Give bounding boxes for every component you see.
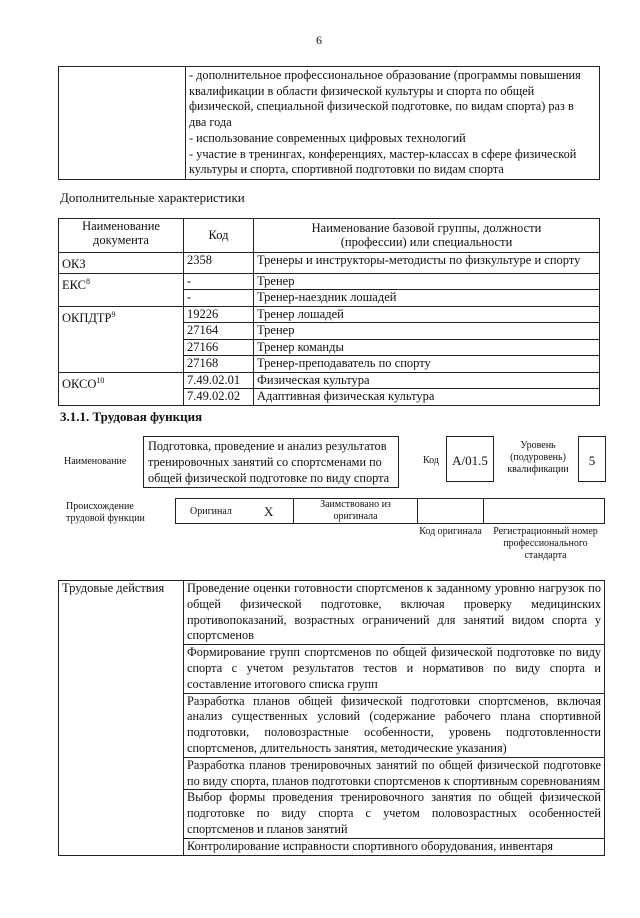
- education-line: физической, специальной физической подготовке, по видам спорта) раз в: [189, 99, 574, 114]
- doc-cell: [59, 253, 184, 274]
- qualification-level: 5: [578, 436, 606, 482]
- labor-actions-table: [58, 580, 605, 856]
- action-item: Формирование групп спортсменов по общей физической подготовке по виду спорта с учетом результатов тестов и нормативов по виду спорта и составление итогового списка групп: [184, 645, 605, 693]
- characteristics-table: [58, 218, 600, 406]
- doc-cell: [59, 273, 184, 306]
- doc-cell: [59, 306, 184, 372]
- name-cell: Тренер-преподаватель по спорту: [254, 356, 600, 373]
- additional-title: Дополнительные характеристики: [60, 190, 245, 205]
- education-table: [58, 66, 600, 180]
- name-cell: Тренер-наездник лошадей: [254, 290, 600, 307]
- footnote: 9: [111, 309, 116, 319]
- education-line: - участие в тренингах, конференциях, мастер-классах в сфере физической: [189, 146, 577, 161]
- function-name: Подготовка, проведение и анализ результатов тренировочных занятий со спортсменами по общей физической подготовке по виду спорта: [143, 436, 399, 488]
- code-label: Код: [423, 455, 439, 466]
- name-cell: Тренер команды: [254, 339, 600, 356]
- level-label: Уровень (подуровень) квалификации: [507, 440, 569, 475]
- original-code-field: [417, 498, 484, 524]
- doc-name: ОКЗ: [62, 257, 86, 272]
- code-cell: 7.49.02.02: [184, 389, 254, 406]
- code-cell: 27164: [184, 323, 254, 340]
- doc-name: ОКПДТР: [62, 310, 112, 325]
- footnote: 8: [86, 276, 90, 286]
- name-cell: Адаптивная физическая культура: [254, 389, 600, 406]
- doc-cell: [59, 372, 184, 405]
- name-cell: Тренер: [254, 273, 600, 290]
- table-row: [59, 306, 600, 323]
- action-item: Разработка планов общей физической подготовки спортсменов, включая анализ существенных условий (содержание рабочего плана спортивной подготовки, половозрастные особенности, уровень подготовленности спортсменов, длительность занятия, методические указания): [184, 693, 605, 757]
- code-cell: 19226: [184, 306, 254, 323]
- doc-name: ЕКС: [62, 277, 86, 292]
- name-cell: Тренер лошадей: [254, 306, 600, 323]
- reg-num-label: Регистрационный номер профессионального стандарта: [493, 526, 598, 561]
- education-line: культуры и спорта, спортивной подготовки по видам спорта: [189, 162, 504, 177]
- original-label: Оригинал: [190, 506, 232, 517]
- header-doc: Наименование документа: [59, 219, 184, 253]
- borrowed-label: Заимствовано из оригинала: [293, 498, 418, 524]
- education-text: [186, 67, 600, 180]
- table-row: [59, 273, 600, 290]
- name-cell: Физическая культура: [254, 372, 600, 389]
- doc-name: ОКСО: [62, 376, 97, 391]
- orig-code-label: Код оригинала: [419, 526, 482, 537]
- original-mark: X: [264, 504, 274, 519]
- page-number: 6: [316, 33, 322, 47]
- function-heading: 3.1.1. Трудовая функция: [60, 409, 203, 424]
- origin-label: Происхождение трудовой функции: [66, 501, 145, 524]
- name-label: Наименование: [64, 456, 127, 467]
- action-item: Контролирование исправности спортивного оборудования, инвентаря: [184, 838, 605, 855]
- action-item: Разработка планов тренировочных занятий по общей физической подготовке по виду спорта, планов подготовки спортсменов к спортивным соревнованиям: [184, 757, 605, 790]
- empty-cell: [59, 67, 186, 180]
- action-item: Проведение оценки готовности спортсменов к заданному уровню нагрузок по общей физической подготовке, включая проверку медицинских противопоказаний, возрастных ограничений для занятий видом спорта у спортсменов: [184, 581, 605, 645]
- name-cell: Тренер: [254, 323, 600, 340]
- table-row: [59, 581, 605, 645]
- table-row: [59, 372, 600, 389]
- education-line: - использование современных цифровых технологий: [189, 130, 466, 145]
- footnote: 10: [96, 375, 105, 385]
- code-cell: -: [184, 273, 254, 290]
- code-cell: -: [184, 290, 254, 307]
- table-row: [59, 253, 600, 274]
- header-code: Код: [184, 219, 254, 253]
- education-line: - дополнительное профессиональное образование (программы повышения: [189, 68, 581, 82]
- education-line: два года: [189, 115, 232, 130]
- code-cell: 27168: [184, 356, 254, 373]
- code-cell: 2358: [184, 253, 254, 274]
- name-cell: Тренеры и инструкторы-методисты по физкультуре и спорту: [254, 253, 600, 274]
- actions-label: Трудовые действия: [59, 581, 184, 856]
- education-line: квалификации в области физической культуры и спорта по общей: [189, 83, 535, 98]
- code-cell: 27166: [184, 339, 254, 356]
- header-name: Наименование базовой группы, должности (профессии) или специальности: [254, 219, 600, 253]
- reg-number-field: [483, 498, 605, 524]
- action-item: Выбор формы проведения тренировочного занятия по общей физической подготовке по виду спорта с учетом половозрастных особенностей спортсменов и планов занятий: [184, 790, 605, 838]
- code-cell: 7.49.02.01: [184, 372, 254, 389]
- function-code: A/01.5: [446, 436, 494, 482]
